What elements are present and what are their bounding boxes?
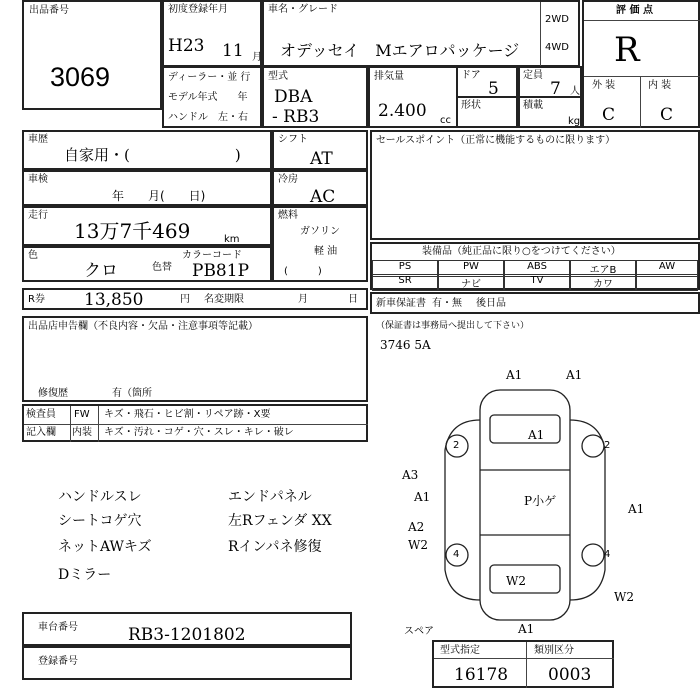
class-label: 類別区分 (534, 645, 574, 656)
capacity-label: 定員 (523, 70, 543, 81)
chassis-value: RB3-1201802 (128, 625, 246, 645)
note-7: Rインパネ修復 (228, 539, 322, 555)
dealer-row1: ディーラー・並 行 (168, 72, 251, 83)
divider (540, 2, 541, 67)
grade-score: R (614, 30, 640, 70)
drive-2wd: 2WD (545, 14, 569, 25)
diag-a1-top-right: A1 (566, 368, 583, 382)
color-value: クロ (84, 261, 118, 281)
sales-point-box (370, 130, 700, 240)
shift-label: シフト (278, 134, 308, 145)
fuel-gas: ガソリン (300, 226, 340, 237)
note-6: 左Rフェンダ XX (228, 513, 332, 529)
inspection-value: 年 月( 日) (112, 189, 206, 203)
warranty-label: 新車保証書 (376, 298, 426, 309)
sales-point-label: セールスポイント（正常に機能するものに限ります） (376, 135, 616, 146)
equipment-box (370, 242, 700, 290)
equip-ps: PS (372, 260, 438, 277)
warranty-have: 有・無 (432, 298, 462, 309)
mileage-box (22, 206, 272, 246)
fuel-box (272, 206, 368, 282)
diag-circle-3: 4 (453, 549, 460, 560)
diag-w2-right: W2 (614, 590, 634, 604)
registration-month: 11 (222, 41, 244, 61)
interior-grade: C (660, 105, 674, 125)
chassis-box (22, 612, 352, 646)
ac-label: 冷房 (278, 174, 298, 185)
color-code: PB81P (192, 261, 250, 281)
color-swap-label: 色替 (152, 262, 172, 273)
recycle-box (22, 288, 368, 310)
int-label: 内装 (72, 427, 92, 438)
warranty-note: （保証書は事務局へ提出して下さい） (376, 321, 530, 331)
diag-a3: A3 (402, 468, 419, 482)
limit-day: 日 (348, 294, 358, 305)
warranty-handwritten: 3746 5A (380, 338, 431, 352)
grade-box (582, 0, 700, 128)
dealer-row3: ハンドル 左・右 (168, 112, 248, 123)
inspection-box (22, 170, 272, 206)
color-label: 色 (28, 250, 38, 261)
load-label: 積載 (523, 100, 543, 111)
spec-value: 16178 (454, 665, 509, 685)
equip-tv: TV (504, 274, 570, 291)
displacement-unit: cc (440, 115, 451, 126)
registration-box (162, 0, 262, 67)
diag-a1-bottom: A1 (518, 622, 535, 636)
type-value2: - RB3 (272, 107, 320, 127)
load-unit: kg (568, 116, 581, 127)
diag-circle-4: 4 (604, 549, 611, 560)
recycle-unit: 円 (180, 294, 190, 305)
equip-airbag: エアB (570, 260, 636, 277)
type-label: 型式 (268, 71, 288, 82)
fw-label: FW (74, 409, 90, 420)
plate-label: 登録番号 (38, 656, 78, 667)
interior-label: 内 装 (648, 80, 672, 91)
note-3: ネットAWキズ (58, 539, 152, 555)
mileage-unit: km (224, 234, 240, 245)
chassis-label: 車台番号 (38, 622, 78, 633)
repair-label: 修復歴 (38, 388, 68, 399)
dealer-row2: モデル年式 年 (168, 92, 248, 103)
equip-leather: カワ (570, 274, 636, 291)
divider (526, 642, 527, 688)
diag-circle-1: 2 (453, 440, 460, 451)
notes-box (22, 316, 368, 402)
displacement-label: 排気量 (374, 71, 404, 82)
fuel-label: 燃料 (278, 210, 298, 221)
lot-box (22, 0, 162, 110)
registration-label: 初度登録年月 (168, 4, 228, 15)
doors-label: ドア (461, 70, 481, 81)
history-value: 自家用・( ) (64, 146, 241, 164)
limit-month: 月 (298, 294, 308, 305)
ac-value: AC (310, 187, 336, 207)
model-spec-box (432, 640, 614, 688)
shift-box (272, 130, 368, 170)
capacity-box (518, 66, 582, 98)
repair-value: 有（箇所 (112, 388, 152, 399)
note-5: エンドパネル (228, 489, 312, 505)
doors-value: 5 (488, 79, 499, 99)
note-1: ハンドルスレ (58, 489, 142, 505)
doors-box (456, 66, 518, 98)
inspector-label1: 検査員 (26, 409, 56, 420)
shape-box (456, 96, 518, 128)
diag-a1-roof: A1 (528, 428, 545, 442)
equip-aw: AW (636, 260, 698, 277)
notes-label: 出品店申告欄（不良内容・欠品・注意事項等記載） (28, 321, 258, 332)
diag-w2-left: W2 (408, 538, 428, 552)
after-label: 後日品 (476, 298, 506, 309)
diag-spare: スペア (404, 626, 434, 637)
color-code-label: カラーコード (182, 250, 242, 261)
grid-row (372, 274, 698, 291)
load-box (518, 96, 582, 128)
fuel-paren: ( ) (284, 266, 322, 277)
history-label: 車歴 (28, 134, 48, 145)
note-2: シートコゲ穴 (58, 513, 142, 529)
capacity-unit: 人 (570, 86, 580, 97)
history-box (22, 130, 272, 170)
mileage-value: 13万7千469 (74, 219, 191, 243)
equip-pw: PW (438, 260, 504, 277)
equip-sr: SR (372, 274, 438, 291)
fuel-diesel: 軽 油 (314, 246, 338, 257)
recycle-value: 13,850 (84, 290, 144, 310)
shift-value: AT (310, 149, 333, 169)
warranty-box (370, 292, 700, 314)
inspector-box (22, 404, 368, 442)
divider (434, 658, 614, 659)
divider (24, 424, 368, 425)
ac-box (272, 170, 368, 206)
diag-circle-2: 2 (604, 440, 611, 451)
divider (640, 76, 641, 128)
recycle-label: R券 (28, 294, 45, 305)
equipment-label: 装備品（純正品に限り○をつけてください） (422, 246, 621, 257)
drive-4wd: 4WD (545, 42, 569, 53)
inspector-label2: 記入欄 (26, 427, 56, 438)
lot-label: 出品番号 (29, 5, 69, 16)
model-box (262, 0, 580, 67)
diag-a2: A2 (408, 520, 425, 534)
exterior-grade: C (602, 105, 616, 125)
equip-empty (636, 274, 698, 291)
note-4: Dミラー (58, 567, 112, 583)
divider (584, 76, 700, 77)
diag-pkoge: P小ゲ (524, 494, 557, 508)
model-label: 車名・グレード (268, 4, 338, 15)
exterior-label: 外 装 (592, 80, 616, 91)
shape-label: 形状 (461, 100, 481, 111)
diag-a1-left: A1 (414, 490, 431, 504)
dealer-box (162, 66, 262, 128)
type-value1: DBA (274, 87, 313, 107)
registration-year: H23 (168, 36, 205, 56)
limit-label: 名変期限 (204, 294, 244, 305)
type-box (262, 66, 368, 128)
diag-a1-right: A1 (628, 502, 645, 516)
diag-w2-rear: W2 (506, 574, 526, 588)
equip-navi: ナビ (438, 274, 504, 291)
divider (584, 20, 700, 21)
displacement-value: 2.400 (378, 101, 427, 121)
int-items: キズ・汚れ・コゲ・穴・スレ・キレ・破レ (104, 427, 294, 438)
mileage-label: 走行 (28, 210, 48, 221)
fw-items: キズ・飛石・ヒビ割・リペア跡・X要 (104, 409, 271, 420)
class-value: 0003 (548, 665, 592, 685)
plate-box (22, 646, 352, 680)
spec-label: 型式指定 (440, 645, 480, 656)
equip-abs: ABS (504, 260, 570, 277)
month-unit: 月 (252, 52, 262, 63)
lot-number: 3069 (50, 62, 111, 92)
displacement-box (368, 66, 458, 128)
model-value: オデッセイ Mエアロパッケージ (280, 41, 520, 60)
color-box (22, 246, 272, 282)
diag-a1-top-left: A1 (506, 368, 523, 382)
inspection-label: 車検 (28, 174, 48, 185)
capacity-value: 7 (550, 79, 561, 99)
grade-label: 評 価 点 (616, 5, 653, 16)
